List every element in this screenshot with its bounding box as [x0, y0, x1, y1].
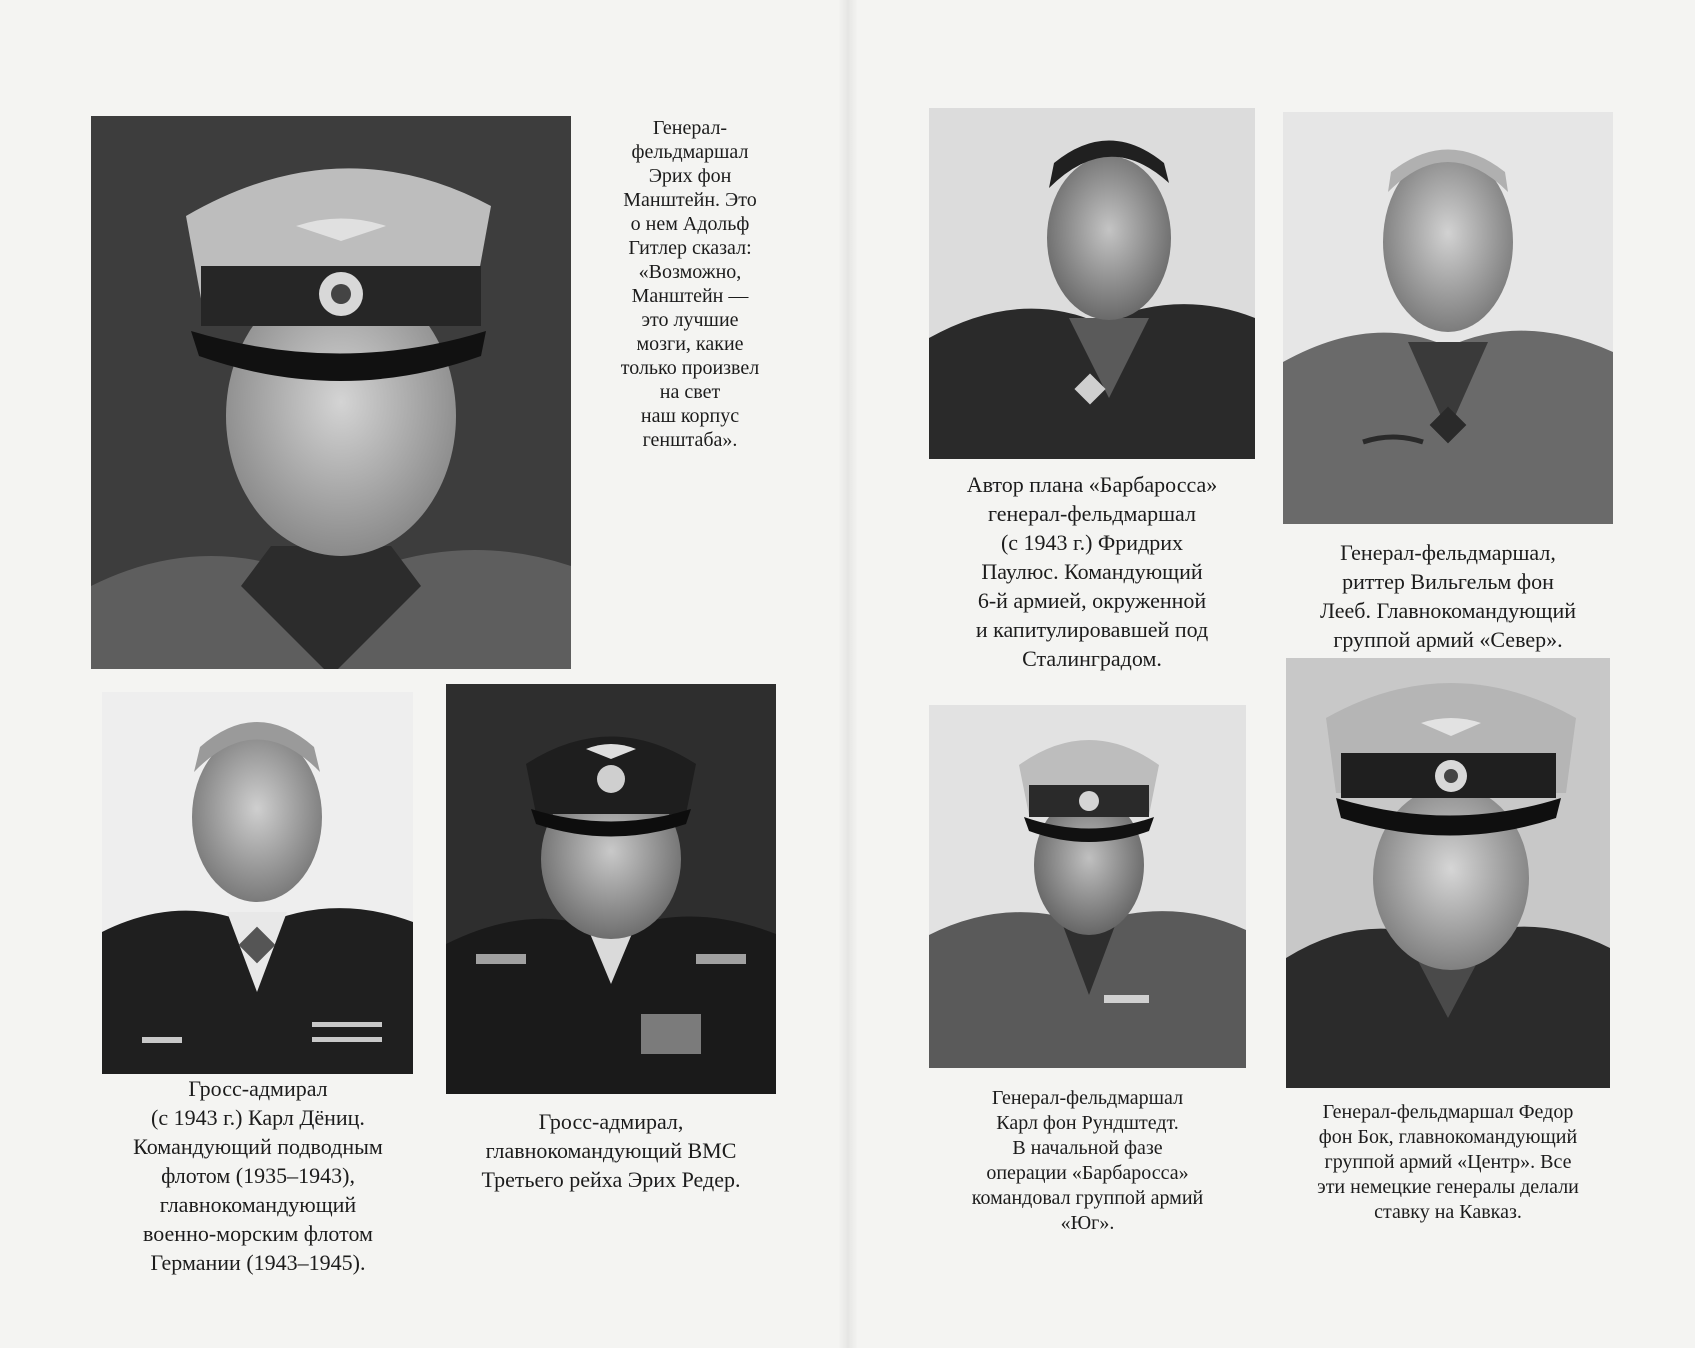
- caption-line: главнокомандующий: [159, 1192, 357, 1217]
- caption-line: фон Бок, главнокомандующий: [1318, 1126, 1578, 1148]
- caption-line: группой армий «Центр». Все: [1324, 1151, 1572, 1173]
- caption-line: Лееб. Главнокомандующий: [1319, 598, 1577, 623]
- photo-paulus: [929, 108, 1255, 459]
- caption-line: Паулюс. Командующий: [981, 559, 1203, 584]
- caption-line: (с 1943 г.) Фридрих: [1000, 530, 1184, 555]
- caption-line: генштаба».: [642, 429, 738, 451]
- caption-line: риттер Вильгельм фон: [1342, 569, 1554, 594]
- caption-line: Командующий подводным: [133, 1134, 383, 1159]
- photo-leeb: [1283, 112, 1613, 524]
- caption-line: и капитулировавшей под: [975, 617, 1209, 642]
- photo-bock: [1286, 658, 1610, 1088]
- caption-line: Манштейн —: [631, 285, 749, 307]
- caption-raeder: [446, 1107, 776, 1194]
- photo-doenitz: [102, 692, 413, 1074]
- caption-paulus: [919, 470, 1265, 673]
- photo-rundstedt: [929, 705, 1246, 1068]
- caption-line: операции «Барбаросса»: [986, 1162, 1189, 1184]
- caption-line: Карл фон Рундштедт.: [996, 1112, 1179, 1134]
- caption-line: Манштейн. Это: [623, 189, 757, 211]
- caption-line: командовал группой армий: [971, 1187, 1204, 1209]
- book-gutter: [838, 0, 858, 1348]
- photo-manstein: [91, 116, 571, 669]
- caption-line: «Возможно,: [638, 261, 742, 283]
- caption-line: ставку на Кавказ.: [1374, 1201, 1522, 1223]
- caption-line: наш корпус: [640, 405, 740, 427]
- caption-line: Сталинградом.: [1022, 646, 1162, 671]
- caption-line: Третьего рейха Эрих Редер.: [481, 1167, 741, 1192]
- caption-line: Генерал-: [652, 117, 728, 139]
- caption-line: группой армий «Север».: [1333, 627, 1563, 652]
- caption-line: Гросс-адмирал,: [538, 1109, 684, 1134]
- caption-line: «Юг».: [1060, 1212, 1115, 1234]
- caption-rundstedt: [909, 1086, 1266, 1236]
- caption-line: Генерал-фельдмаршал Федор: [1322, 1101, 1574, 1123]
- caption-line: флотом (1935–1943),: [161, 1163, 355, 1188]
- caption-bock: [1276, 1100, 1620, 1225]
- caption-line: Генерал-фельдмаршал: [991, 1087, 1184, 1109]
- caption-line: военно-морским флотом: [143, 1221, 373, 1246]
- caption-line: Автор плана «Барбаросса»: [966, 472, 1218, 497]
- caption-line: только произвел: [620, 357, 760, 379]
- caption-line: Эрих фон: [648, 165, 732, 187]
- caption-line: главнокомандующий ВМС: [485, 1138, 737, 1163]
- caption-line: фельдмаршал: [631, 141, 749, 163]
- caption-line: генерал-фельдмаршал: [988, 501, 1196, 526]
- caption-line: Гитлер сказал:: [628, 237, 752, 259]
- caption-doenitz: [92, 1074, 424, 1277]
- caption-line: это лучшие: [641, 309, 739, 331]
- caption-line: Германии (1943–1945).: [150, 1250, 366, 1275]
- caption-leeb: [1273, 538, 1623, 654]
- photo-raeder: [446, 684, 776, 1094]
- caption-line: эти немецкие генералы делали: [1317, 1176, 1579, 1198]
- caption-line: 6-й армией, окруженной: [977, 588, 1207, 613]
- caption-line: (с 1943 г.) Карл Дёниц.: [151, 1105, 365, 1130]
- caption-line: мозги, какие: [636, 333, 744, 355]
- caption-line: о нем Адольф: [630, 213, 750, 235]
- caption-manstein: [595, 116, 785, 452]
- caption-line: Гросс-адмирал: [188, 1076, 328, 1101]
- caption-line: на свет: [659, 381, 721, 403]
- caption-line: В начальной фазе: [1012, 1137, 1163, 1159]
- caption-line: Генерал-фельдмаршал,: [1340, 540, 1556, 565]
